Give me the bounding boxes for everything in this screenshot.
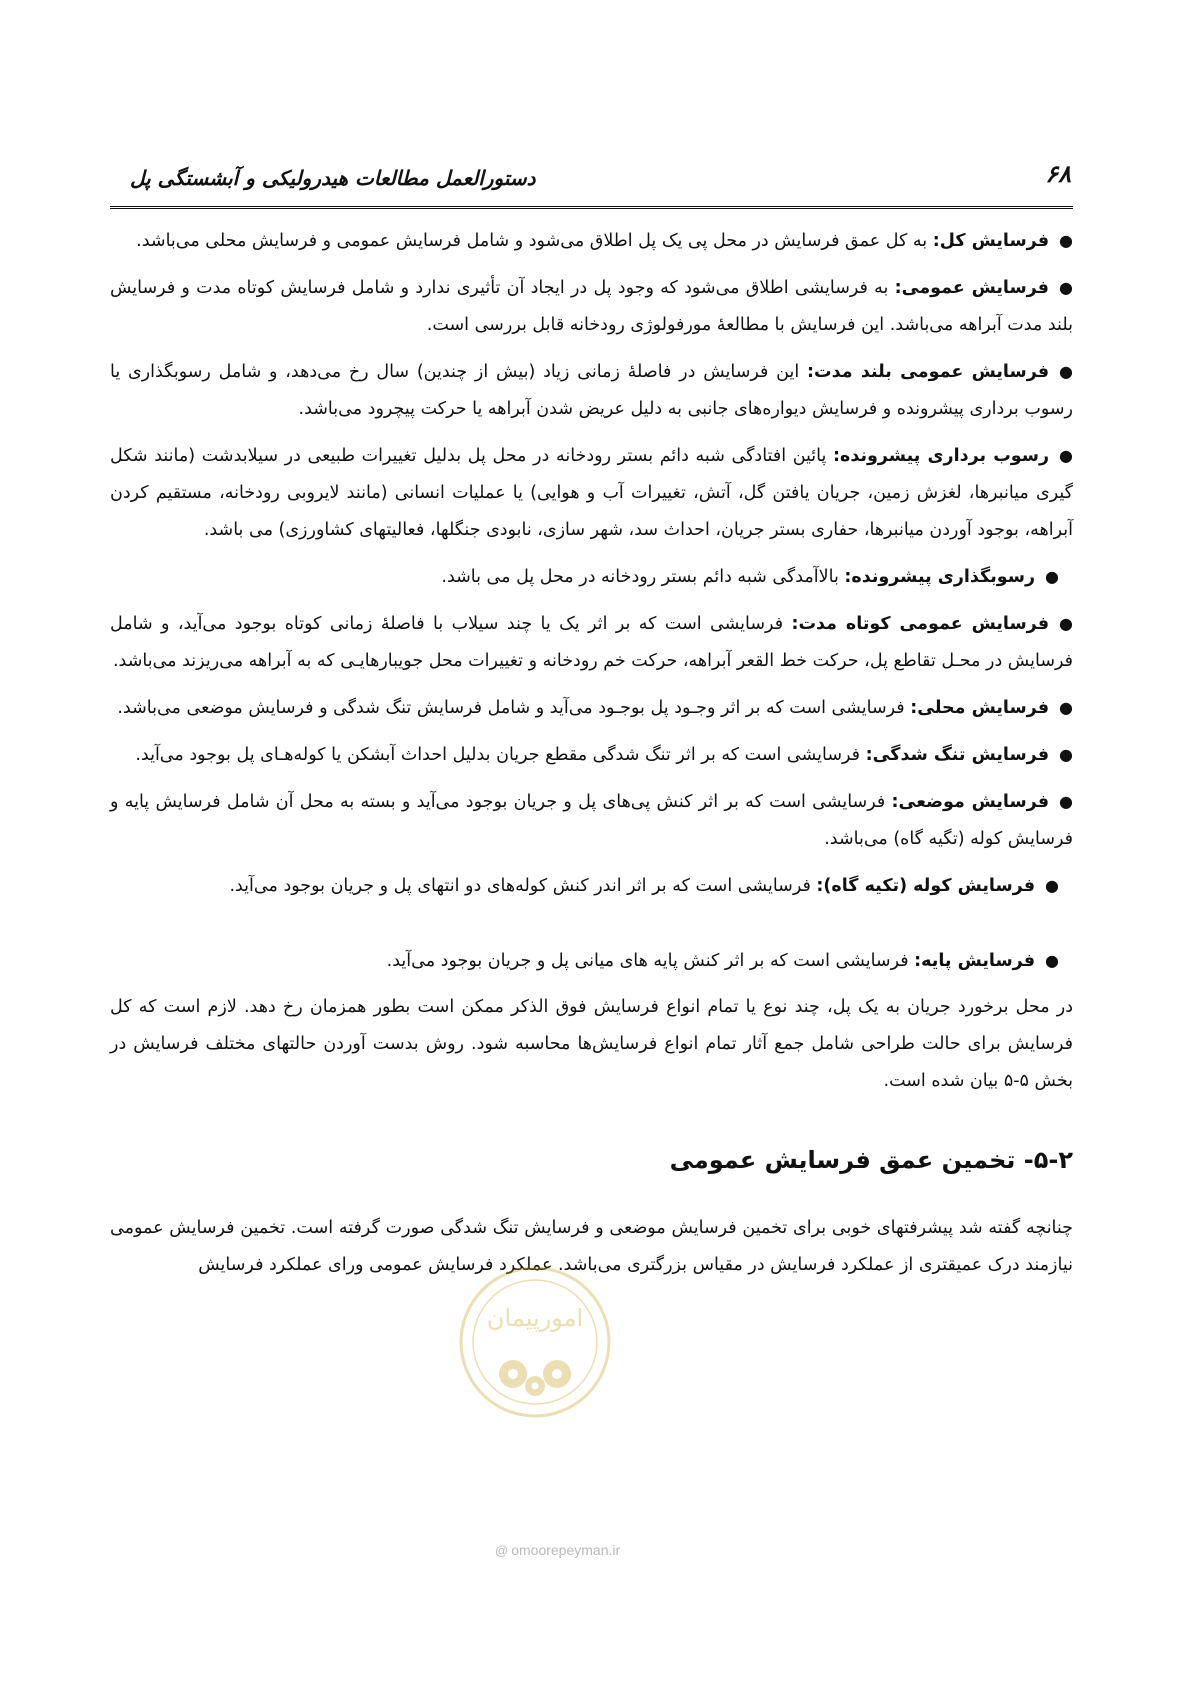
definition-item-pier-scour: [110, 942, 1073, 980]
definition-item-general-scour: [110, 269, 1073, 344]
definition-item-short-term-scour: [110, 605, 1073, 680]
definition-term: فرسایش موضعی:: [891, 792, 1050, 812]
bullet-icon: ●: [1059, 231, 1073, 250]
definition-item-contraction-scour: [110, 736, 1073, 774]
definition-term: رسوب برداری پیشرونده:: [833, 446, 1050, 466]
definition-text: پائین افتادگی شبه دائم بستر رودخانه در محل پل بدلیل تغییرات طبیعی در سیلابدشت (مانند شکل گیری میانبرها، لغزش زمین، جریان یافتن گل، آتش، تغییرات آب و هوایی) یا عملیات انسانی (مانند لایروبی رودخانه، مستقیم کردن آبراهه، بوجود آوردن میانبرها، حفاری بستر جریان، احداث سد، شهر سازی، نابودی جنگلها، فعالیتهای کشاورزی) می باشد.: [110, 446, 1073, 540]
definition-text: فرسایشی است که بر اثر کنش پایه های میانی پل و جریان بوجود می‌آید.: [386, 951, 915, 971]
definition-text: فرسایشی است که بر اثر اندر کنش کوله‌های دو انتهای پل و جریان بوجود می‌آید.: [229, 876, 817, 896]
definition-text: این فرسایش در فاصلهٔ زمانی زیاد (بیش از چندین) سال رخ می‌دهد، و شامل رسوبگذاری یا رسوب برداری پیشرونده و فرسایش دیواره‌های جانبی به دلیل عریض شدن آبراهه یا حرکت پیچرود می‌باشد.: [110, 362, 1073, 419]
definition-term: رسوبگذاری پیشرونده:: [844, 567, 1036, 587]
bullet-icon: ●: [1059, 698, 1073, 717]
bullet-icon: ●: [1059, 792, 1074, 811]
definition-item-aggradation: [110, 558, 1073, 596]
page-header: [110, 160, 1071, 200]
page-number: ۶۸: [1045, 160, 1071, 188]
section-heading: ۵-۲- تخمین عمق فرسایش عمومی: [669, 1146, 1073, 1174]
section-paragraph: چنانچه گفته شد پیشرفتهای خوبی برای تخمین فرسایش موضعی و فرسایش تنگ شدگی صورت گرفته است. تخمین فرسایش عمومی نیازمند درک عمیقتری از عملکرد فرسایش در مقیاس بزرگتری می‌باشد. عملکرد فرسایش عمومی ورای عملکرد فرسایش: [110, 1218, 1073, 1275]
header-rule: [110, 206, 1073, 209]
definition-term: فرسایش کوله (تکیه گاه):: [816, 876, 1036, 896]
definition-term: فرسایش عمومی کوتاه مدت:: [791, 614, 1050, 634]
definition-text: بالاآمدگی شبه دائم بستر رودخانه در محل پل می باشد.: [441, 567, 845, 587]
definition-text: به فرسایشی اطلاق می‌شود که وجود پل در ایجاد آن تأثیری ندارد و شامل فرسایش کوتاه مدت و فرسایش بلند مدت آبراهه می‌باشد. این فرسایش با مطالعهٔ مورفولوژی رودخانه قابل بررسی است.: [110, 278, 1073, 335]
bullet-icon: ●: [1059, 446, 1074, 465]
main-content: [110, 222, 1073, 1284]
definition-term: فرسایش کل:: [932, 231, 1050, 251]
definition-item-localized-scour: [110, 783, 1073, 858]
bullet-icon: ●: [1045, 951, 1059, 970]
definition-text: فرسایشی است که بر اثر یک یا چند سیلاب با فاصلهٔ زمانی کوتاه بوجود می‌آید، و شامل فرسایش در محـل تقاطع پل، حرکت خط القعر آبراهه، حرکت خم رودخانه و تغییرات محل جویبارهایـی که به آبراهه می‌ریزند می‌باشد.: [110, 614, 1073, 671]
definition-term: فرسایش تنگ شدگی:: [865, 745, 1050, 765]
bullet-icon: ●: [1059, 745, 1073, 764]
bullet-icon: ●: [1059, 362, 1074, 381]
definition-term: فرسایش عمومی بلند مدت:: [807, 362, 1050, 382]
watermark-url: [495, 1542, 620, 1558]
watermark-seal-text: امورپیمان: [486, 1304, 584, 1332]
definition-item-total-scour: [110, 222, 1073, 260]
bullet-icon: ●: [1059, 614, 1073, 633]
running-title: دستورالعمل مطالعات هیدرولیکی و آبشستگی پل: [130, 166, 536, 190]
definition-item-abutment-scour: [110, 867, 1073, 905]
definition-term: فرسایش پایه:: [914, 951, 1036, 971]
at-sign-icon: @: [495, 1543, 509, 1558]
bullet-icon: ●: [1059, 278, 1073, 297]
definition-term: فرسایش عمومی:: [894, 278, 1050, 298]
watermark-seal-icon: [455, 1262, 615, 1422]
definition-item-local-scour: [110, 689, 1073, 727]
bullet-icon: ●: [1045, 876, 1059, 895]
definition-item-long-term-scour: [110, 353, 1073, 428]
definition-text: به کل عمق فرسایش در محل پی یک پل اطلاق می‌شود و شامل فرسایش عمومی و فرسایش محلی می‌باشد.: [136, 231, 933, 251]
bullet-icon: ●: [1045, 567, 1059, 586]
watermark-url-text: omoorepeyman.ir: [511, 1542, 621, 1558]
definition-term: فرسایش محلی:: [910, 698, 1050, 718]
definition-text: فرسایشی است که بر اثر کنش پی‌های پل و جریان بوجود می‌آید و بسته به محل آن شامل فرسایش پایه و فرسایش کوله (تگیه گاه) می‌باشد.: [110, 792, 1073, 849]
definition-text: فرسایشی است که بر اثر تنگ شدگی مقطع جریان بدلیل احداث آبشکن یا کوله‌هـای پل بوجود می‌آید.: [135, 745, 866, 765]
summary-paragraph: در محل برخورد جریان به یک پل، چند نوع یا تمام انواع فرسایش فوق الذکر ممکن است بطور همزمان رخ دهد. لازم است که کل فرسایش برای حالت طراحی شامل جمع آثار تمام انواع فرسایش‌ها محاسبه شود. روش بدست آوردن حالتهای مختلف فرسایش در بخش ۵-۵ بیان شده است.: [110, 997, 1073, 1091]
definition-text: فرسایشی است که بر اثر وجـود پل بوجـود می‌آید و شامل فرسایش تنگ شدگی و فرسایش موضعی می‌باشد.: [117, 698, 911, 718]
definition-item-degradation: [110, 437, 1073, 549]
